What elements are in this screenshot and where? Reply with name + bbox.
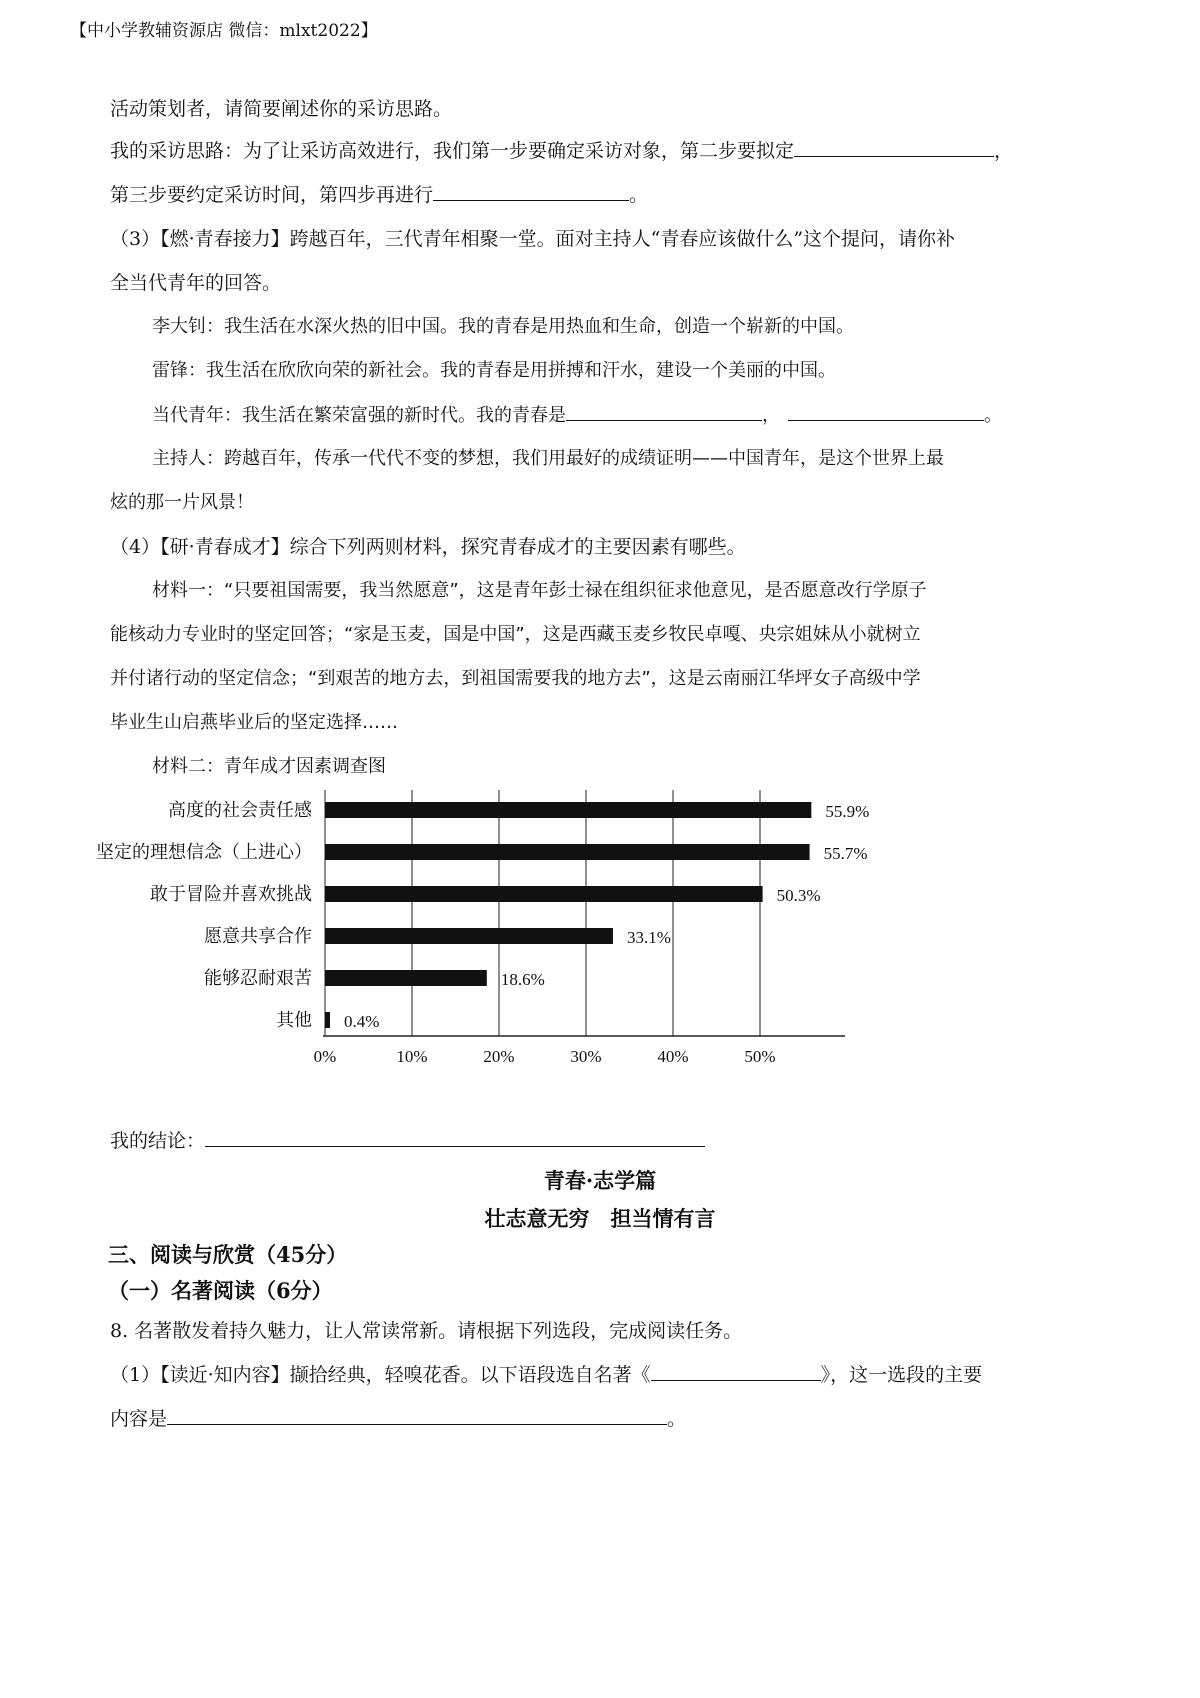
host-line-2: 炫的那一片风景！ — [110, 492, 254, 513]
answer-blank[interactable] — [205, 1128, 705, 1147]
li-dazhao-quote: 李大钊：我生活在水深火热的旧中国。我的青春是用热血和生命，创造一个崭新的中国。 — [152, 316, 854, 337]
category-label: 愿意共享合作 — [204, 926, 312, 947]
category-label: 高度的社会责任感 — [168, 800, 312, 821]
section-subtitle: 壮志意无穷 担当情有言 — [484, 1206, 716, 1231]
punctuation: ， — [762, 405, 780, 426]
interview-line-2-text: 第三步要约定采访时间，第四步再进行 — [110, 184, 434, 206]
question-8: 8. 名著散发着持久魅力，让人常读常新。请根据下列选段，完成阅读任务。 — [110, 1320, 743, 1342]
punctuation: ， — [994, 140, 1014, 162]
value-label: 55.9% — [825, 802, 870, 821]
question-3-line-1: （3）【燃·青春接力】跨越百年，三代青年相聚一堂。面对主持人“青春应该做什么”这个提问，请你补 — [110, 228, 956, 250]
bar — [325, 844, 810, 860]
value-label: 50.3% — [776, 886, 821, 905]
bar — [325, 886, 763, 902]
question-3-line-2: 全当代青年的回答。 — [110, 272, 282, 294]
question-8-1-label: 内容是 — [110, 1408, 168, 1430]
question-8-1-text: （1）【读近·知内容】撷拾经典，轻嗅花香。以下语段选自名著《 — [110, 1364, 651, 1386]
lei-feng-quote: 雷锋：我生活在欣欣向荣的新社会。我的青春是用拼搏和汗水，建设一个美丽的中国。 — [152, 360, 836, 381]
conclusion-line — [110, 1128, 705, 1154]
punctuation: 。 — [629, 184, 649, 206]
x-tick-label: 0% — [313, 1047, 337, 1066]
value-label: 0.4% — [344, 1012, 380, 1031]
question-4: （4）【研·青春成才】综合下列两则材料，探究青春成才的主要因素有哪些。 — [110, 536, 746, 558]
bar — [325, 802, 811, 818]
value-label: 33.1% — [626, 928, 671, 947]
category-label: 敢于冒险并喜欢挑战 — [150, 884, 312, 905]
value-label: 55.7% — [823, 844, 868, 863]
youth-answer-text: 当代青年：我生活在繁荣富强的新时代。我的青春是 — [152, 405, 566, 426]
page-header: 【中小学教辅资源店 微信：mlxt2022】 — [70, 21, 378, 41]
part-3-subheading: （一）名著阅读（6分） — [108, 1278, 333, 1303]
section-title: 青春·志学篇 — [543, 1168, 657, 1193]
part-3-heading: 三、阅读与欣赏（45分） — [108, 1242, 348, 1267]
question-8-1-line-1 — [110, 1362, 982, 1388]
bar — [325, 928, 613, 944]
category-label: 能够忍耐艰苦 — [204, 968, 312, 989]
material-1-line-2: 能核动力专业时的坚定回答；“家是玉麦，国是中国”，这是西藏玉麦乡牧民卓嘎、央宗姐妹从小就树立 — [110, 624, 921, 645]
value-label: 18.6% — [500, 970, 545, 989]
bar — [325, 970, 487, 986]
material-1-line-1: 材料一：“只要祖国需要，我当然愿意”，这是青年彭士禄在组织征求他意见，是否愿意改行学原子 — [152, 580, 927, 601]
host-line-1: 主持人：跨越百年，传承一代代不变的梦想，我们用最好的成绩证明——中国青年，是这个世界上最 — [152, 448, 944, 469]
x-tick-label: 50% — [744, 1047, 776, 1066]
material-1-line-3: 并付诸行动的坚定信念；“到艰苦的地方去，到祖国需要我的地方去”，这是云南丽江华坪女子高级中学 — [110, 668, 921, 689]
category-label: 坚定的理想信念（上进心） — [96, 842, 312, 863]
x-tick-label: 20% — [483, 1047, 515, 1066]
material-2-title: 材料二：青年成才因素调查图 — [152, 756, 386, 777]
question-8-1-line-2 — [110, 1406, 686, 1432]
answer-blank[interactable] — [651, 1362, 821, 1381]
x-tick-label: 40% — [657, 1047, 689, 1066]
question-8-1-text-tail: 》，这一选段的主要 — [820, 1364, 983, 1386]
material-1-line-4: 毕业生山启燕毕业后的坚定选择…… — [110, 712, 398, 733]
x-tick-label: 10% — [396, 1047, 428, 1066]
bar — [325, 1012, 330, 1028]
x-tick-label: 30% — [570, 1047, 602, 1066]
punctuation: 。 — [984, 405, 1002, 426]
answer-blank[interactable] — [167, 1406, 667, 1425]
interview-line-1-text: 我的采访思路：为了让采访高效进行，我们第一步要确定采访对象，第二步要拟定 — [110, 140, 795, 162]
paragraph: 活动策划者，请简要阐述你的采访思路。 — [110, 98, 453, 120]
category-label: 其他 — [276, 1010, 312, 1031]
conclusion-label: 我的结论： — [110, 1130, 206, 1152]
punctuation: 。 — [667, 1408, 687, 1430]
